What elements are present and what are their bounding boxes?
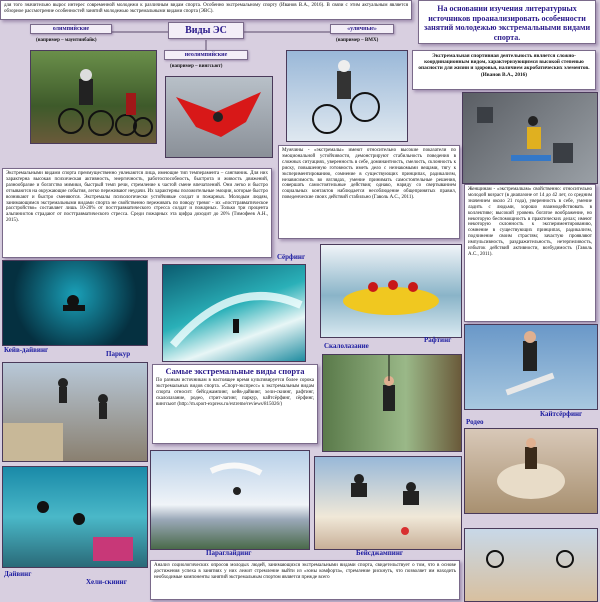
women-traits-box <box>464 184 596 322</box>
research-goal-text: На основании изучения литературных источников проанализировать особенности занятий молодежью экстремальными видами спорта. <box>423 4 591 42</box>
men-traits-box <box>278 145 460 239</box>
caption-paragliding: Параглайдинг <box>206 549 252 557</box>
definition-text: Экстремальная спортивная деятельность является сложно-координационным видом, характеризующимся высокой степенью опасности для жизни и здоровья, наличием акробатических элементов. (Иванов В.А., 2016) <box>418 53 590 78</box>
caption-rafting: Рафтинг <box>424 336 452 344</box>
climbing-photo <box>322 354 462 452</box>
wingsuit-image <box>166 77 272 157</box>
olympic-example: (например – маунтинбайк) <box>36 38 97 43</box>
survey-text: Анализ социологических опросов молодых людей, занимающихся экстремальными видами спорта, свидетельствует о том, что в основе достижения успеха в занятиях у них лежит стремление выйти из «зоны комфорта», стремление рискнуть, что позволяет им находить необходимые компоненты занятий экстремальным спортом является прежде всего <box>154 563 456 580</box>
street-bike-photo <box>464 528 598 602</box>
paragliding-image <box>151 451 309 549</box>
men-traits-text: Мужчины - «экстремалы» имеют относительно высокие показатели по эмоциональной устойчивости, демонстрируют стабильность поведения в сложных ситуациях, уверенность в себе, доминантность, смелость, склонность к риску, повышенную готовность иметь дело с незнакомыми вещами, тягу к экспериментированию, сомнение в существующих принципах, радикализм, независимость во взглядах, умение принимать самостоятельные решения, совершать самостоятельные действия; однако, наряду со свертыванием социальных контактов наблюдается несоблюдение общепринятых правил, поведенческие своих действий стабильно (Гаволь А.С., 2011). <box>282 148 456 201</box>
extreme-sports-text: По разным источникам в настоящее время культивируется более сорока экстремальных видов спорта. «Спорт-экспресс» к экстремальным видам спорта относит: бейсджампинг, кейв-дайвинг, хели-скиинг, рафтинг, скалолазание, родео, стрит-лагинг, паркур, кайтсёрфинг, сёрфинг, вингсьют (http://m.sport-express.ru/extreme/reviews/815026/) <box>156 378 314 407</box>
street-example: (например – BMX) <box>336 38 379 43</box>
bmx-image <box>287 51 407 141</box>
rodeo-image <box>465 429 597 513</box>
non-olympic-label <box>164 50 248 60</box>
definition-box <box>412 50 596 90</box>
parkour-photo <box>2 362 148 462</box>
rafting-image <box>321 245 461 337</box>
kitesurfing-image <box>465 325 597 409</box>
caption-rodeo: Родео <box>466 418 484 426</box>
rodeo-photo <box>464 428 598 514</box>
caption-base-jumping: Бейсджампинг <box>356 549 404 557</box>
caption-heli-skiing: Хели-скиинг <box>86 578 127 586</box>
temperament-box <box>2 168 272 258</box>
non-olympic-title: неолимпийские <box>184 52 228 58</box>
caption-cave-diving: Кейв-дайвинг <box>4 346 49 354</box>
women-traits-text: Женщинам - «экстремалкам» свойственно: относительно молодой возраст (в диапазоне от 14 до 42 лет, со средним значением около 21 года), уверенность в себе, умение ладить с людьми, хорошо взаимодействовать в коллективе; высокий уровень богатое воображение, но некоторую беспомощность в практических делах; имеют некоторую склонность к экспериментированию, сомнение в существующих принципах, радикализм, подчинение своим страстям; зачастую проявляют импульсивность, раздражительность, нетерпеливость, избыток действий активности, возбудимость (Гаволь А.С., 2011). <box>468 187 592 257</box>
non-olympic-example: (например – вингсьют) <box>170 64 223 69</box>
base-jumping-photo <box>314 456 462 550</box>
temperament-text: Экстремальными видами спорта преимущественно увлекаются лица, имеющие тип темперамента – сангвиник. Для них характерна высокая психическая активность, энергичность, работоспособность, быстрота и живость движений, разнообразие и богатство мимики, быстрый темп речи, стремление к частой смене впечатлений. Они легко и быстро отзываются на окружающие события, легко переживают неудачи. Их характерны положительные эмоции, которые быстро возникают и быстро сменяются. Экстремалы психологически устойчивые солдат и пожарных. Молодым людям, занимающимся экстремальными видами спорта не свойственно переживать по поводу тревог - их «посттравматическое расстройство» составляет лишь 10-20% от посттравматического стресса солдат и пожарных. Только три процента альпинистов страдают от посттравматического стресса. Среди пожарных эта цифра доходит до 20% (Тимофеев А.Н., 2015). <box>6 171 268 224</box>
caption-diving: Дайвинг <box>4 570 32 578</box>
olympic-title: олимпийские <box>52 26 90 32</box>
cave-diving-image <box>3 261 147 345</box>
bmx-photo <box>286 50 408 142</box>
caption-kitesurfing: Кайтсёрфинг <box>540 410 583 418</box>
wingsuit-photo <box>165 76 273 158</box>
research-goal <box>418 0 596 44</box>
caption-climbing: Скалолазание <box>324 342 369 350</box>
diving-photo <box>2 466 148 568</box>
skateboard-photo <box>462 92 598 184</box>
caption-parkour: Паркур <box>106 350 131 358</box>
types-title-text: Виды ЭС <box>185 25 227 36</box>
rafting-photo <box>320 244 462 338</box>
surfing-photo <box>162 264 306 362</box>
cave-diving-photo <box>2 260 148 346</box>
skateboard-image <box>463 93 597 183</box>
surfing-image <box>163 265 305 361</box>
extreme-sports-title: Самые экстремальные виды спорта <box>165 366 305 376</box>
diving-image <box>3 467 147 567</box>
intro-text-content: для того значительно вырос интерес современной молодежи к различным видам спорта. Особенно экстремальному спорту (Иванов В.А., 2016). В связи с этим актуальным является обзорное рассмотрение особенностей занятий молодежью экстремальными видами спорта (ЭВС). <box>4 3 408 14</box>
kitesurfing-photo <box>464 324 598 410</box>
mountain-bike-image <box>31 51 156 143</box>
parkour-image <box>3 363 147 461</box>
survey-box <box>150 560 460 600</box>
base-jumping-image <box>315 457 461 549</box>
street-title: «уличные» <box>347 26 377 32</box>
climbing-image <box>323 355 461 451</box>
caption-surfing: Сёрфинг <box>277 253 306 261</box>
mountain-bike-photo <box>30 50 157 144</box>
paragliding-photo <box>150 450 310 550</box>
street-bike-image <box>465 529 597 601</box>
extreme-sports-box <box>152 364 318 444</box>
